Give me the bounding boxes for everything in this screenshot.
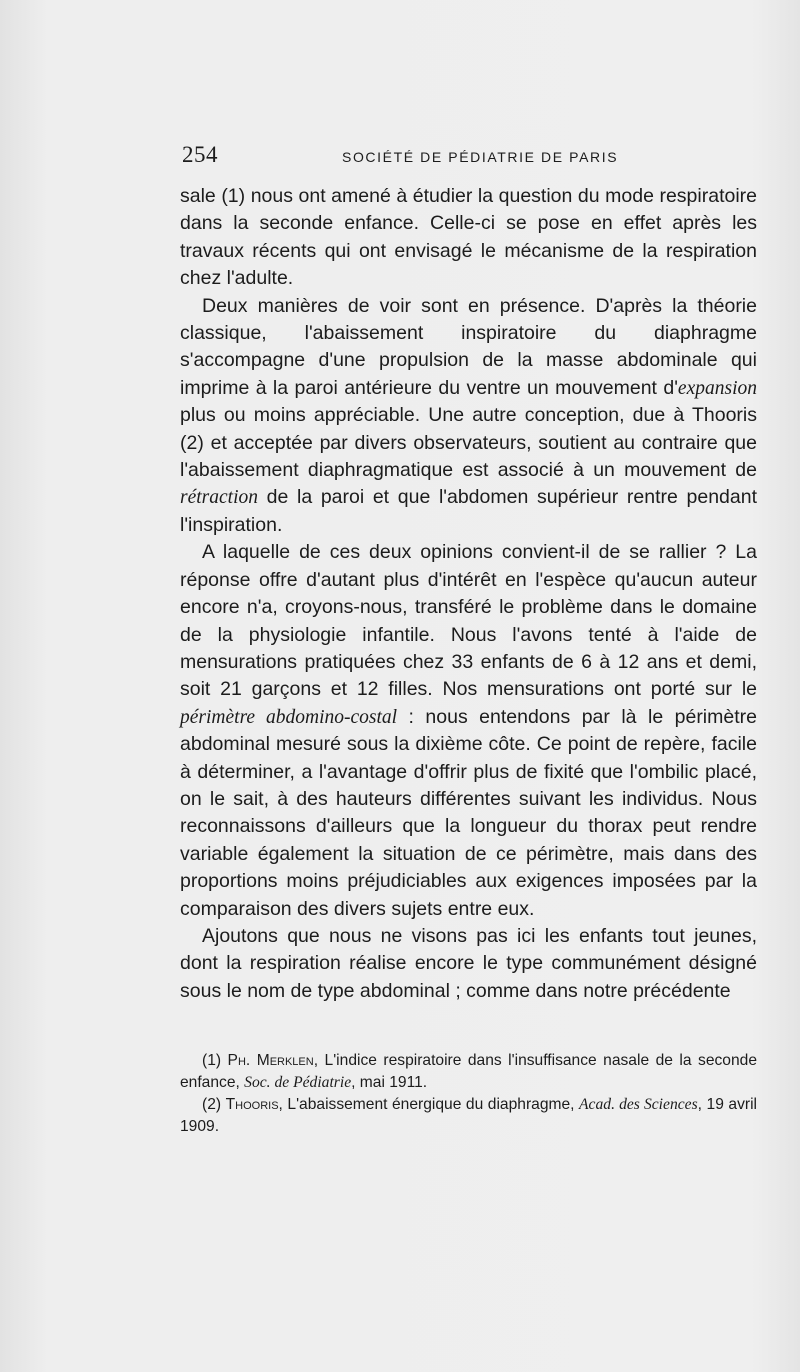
paragraph-1 — [180, 183, 757, 293]
footnote-2-author: Thooris — [225, 1096, 279, 1113]
running-head: SOCIÉTÉ DE PÉDIATRIE DE PARIS — [342, 149, 619, 165]
footnote-2 — [180, 1094, 757, 1138]
paragraph-3-text-a: A laquelle de ces deux opinions convient-il de se rallier ? La réponse offre d'autant plus d'intérêt en l'espèce qu'aucun auteur encore n'a, croyons-nous, transféré le problème dans le domaine de la physiologie infantile. Nous l'avons tenté à l'aide de mensurations pratiquées chez 33 enfants de 6 à 12 ans et demi, soit 21 garçons et 12 filles. Nos mensurations ont porté sur le — [180, 541, 757, 701]
footnote-1-text-b: , mai 1911. — [351, 1074, 428, 1091]
paragraph-2 — [180, 293, 757, 540]
footnote-1-author: Ph. Merklen — [227, 1052, 314, 1069]
page-number: 254 — [182, 142, 218, 167]
footnote-1 — [180, 1050, 757, 1094]
paragraph-2-text-b: plus ou moins appréciable. Une autre conception, due à Thooris (2) et acceptée par divers observateurs, soutient au contraire que l'abaissement diaphragmatique est associé à un mouvement de — [180, 404, 757, 482]
paragraph-3-text-b: : nous entendons par là le périmètre abdominal mesuré sous la dixième côte. Ce point de repère, facile à déterminer, a l'avantage d'offrir plus de fixité que l'ombilic placé, on le sait, à des hauteurs différentes suivant les individus. Nous reconnaissons d'ailleurs que la longueur du thorax peut rendre variable également la situation de ce périmètre, mais dans des proportions moins préjudiciables aux exigences imposées par la comparaison des divers sujets entre eux. — [180, 705, 757, 920]
italic-term-expansion: expansion — [677, 377, 757, 399]
footnote-1-text-a: , L'indice respiratoire dans l'insuffisance nasale de la seconde enfance, — [180, 1052, 758, 1091]
footnote-2-marker: (2) — [202, 1096, 226, 1113]
paragraph-4 — [180, 923, 757, 1005]
italic-term-retraction: rétraction — [180, 487, 258, 509]
paragraph-2-text-a: Deux manières de voir sont en présence. D'après la théorie classique, l'abaissement inspiratoire du diaphragme s'accompagne d'une propulsion de la masse abdominale qui imprime à la paroi antérieure du ventre un mouvement d' — [180, 294, 757, 399]
paragraph-3 — [180, 539, 757, 923]
paragraph-4-text: Ajoutons que nous ne visons pas ici les enfants tout jeunes, dont la respiration réalise encore le type communément désigné sous le nom de type abdominal ; comme dans notre précédente — [180, 924, 757, 1002]
footnote-2-text-b: , 19 avril 1909. — [180, 1096, 758, 1135]
italic-term-perimetre: périmètre abdomino-costal — [180, 706, 398, 728]
footnote-2-journal: Acad. des Sciences — [579, 1096, 698, 1113]
footnotes — [180, 1050, 757, 1138]
footnote-2-text-a: , L'abaissement énergique du diaphragme, — [278, 1096, 580, 1113]
paragraph-2-text-c: de la paroi et que l'abdomen supérieur rentre pendant l'inspiration. — [180, 486, 757, 536]
footnote-1-marker: (1) — [202, 1052, 228, 1069]
footnote-1-journal: Soc. de Pédiatrie — [244, 1074, 352, 1091]
paragraph-1-text: sale (1) nous ont amené à étudier la question du mode respiratoire dans la seconde enfance. Celle-ci se pose en effet après les travaux récents qui ont envisagé le mécanisme de la respiration chez l'adulte. — [180, 185, 757, 290]
page-header — [182, 142, 760, 178]
body-text — [180, 183, 757, 1005]
